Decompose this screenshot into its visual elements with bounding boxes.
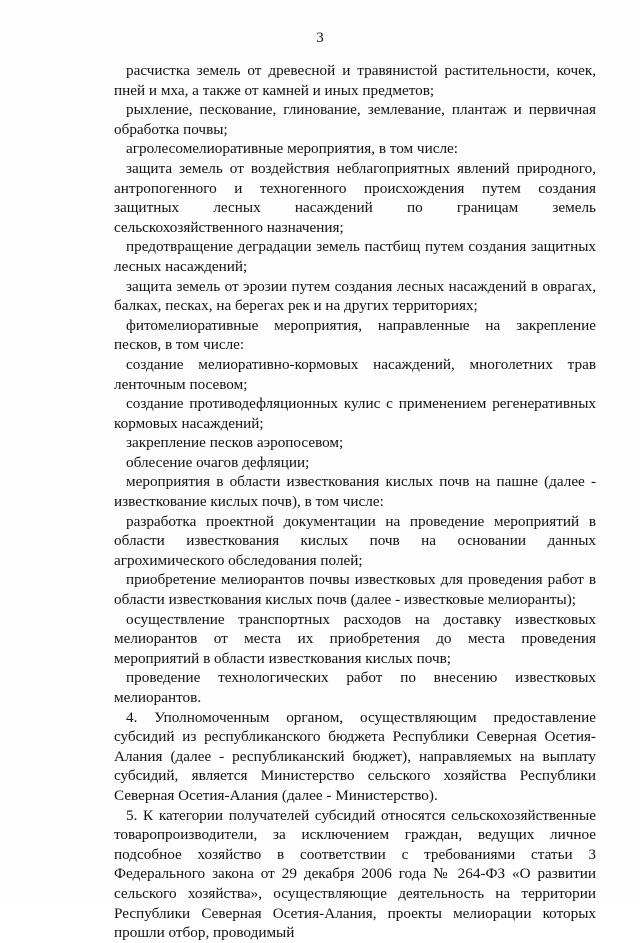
paragraph: 4. Уполномоченным органом, осуществляющим предоставление субсидий из республиканского бюджета Республики Северная Осетия-Алания (далее - республиканский бюджет), направляемых на выплату субсидий, является Министерство сельского хозяйства Республики Северная Осетия-Алания (далее - Министерство). [114, 708, 596, 804]
paragraph: приобретение мелиорантов почвы известковых для проведения работ в области известкования кислых почв (далее - известковые мелиоранты); [114, 571, 596, 609]
paragraph: 5. К категории получателей субсидий относятся сельскохозяйственные товаропроизводители, за исключением граждан, ведущих личное подсобное хозяйство в соответствии с требованиями статьи 3 Федерального закона от 29 декабря 2006 года № 264-ФЗ «О развитии сельского хозяйства», осуществляющие деятельность на территории Республики Северная Осетия-Алания, проекты мелиорации которых прошли отбор, проводимый [114, 806, 596, 942]
paragraph: разработка проектной документации на проведение мероприятий в области известкования кислых почв на основании данных агрохимического обследования полей; [114, 512, 596, 569]
paragraph: проведение технологических работ по внесению известковых мелиорантов. [114, 669, 596, 706]
paragraph: фитомелиоративные мероприятия, направленные на закрепление песков, в том числе: [114, 316, 596, 354]
paragraph: мероприятия в области известкования кислых почв на пашне (далее - известкование кислых почв), в том числе: [114, 473, 596, 511]
paragraph: осуществление транспортных расходов на доставку известковых мелиорантов от места их приобретения до места проведения мероприятий в области известкования кислых почв; [114, 610, 596, 667]
paragraph: агролесомелиоративные мероприятия, в том числе: [126, 140, 458, 158]
paragraph: закрепление песков аэропосевом; [126, 434, 344, 452]
paragraph: предотвращение деградации земель пастбищ путем создания защитных лесных насаждений; [114, 238, 596, 275]
paragraph: создание противодефляционных кулис с применением регенеративных кормовых насаждений; [114, 395, 596, 432]
paragraph: защита земель от эрозии путем создания лесных насаждений в оврагах, балках, песках, на берегах рек и на других территориях; [114, 277, 596, 315]
document-body [114, 61, 596, 943]
paragraph: создание мелиоративно-кормовых насаждений, многолетних трав ленточным посевом; [114, 355, 596, 393]
page-number: 3 [316, 30, 324, 46]
paragraph: облесение очагов дефляции; [126, 453, 310, 471]
paragraph: рыхление, пескование, глинование, землевание, плантаж и первичная обработка почвы; [114, 101, 596, 138]
paragraph: защита земель от воздействия неблагоприятных явлений природного, антропогенного и техногенного происхождения путем создания защитных лесных насаждений по границам земель сельскохозяйственного назначения; [114, 159, 596, 236]
paragraph: расчистка земель от древесной и травянистой растительности, кочек, пней и мха, а также от камней и иных предметов; [114, 62, 596, 99]
